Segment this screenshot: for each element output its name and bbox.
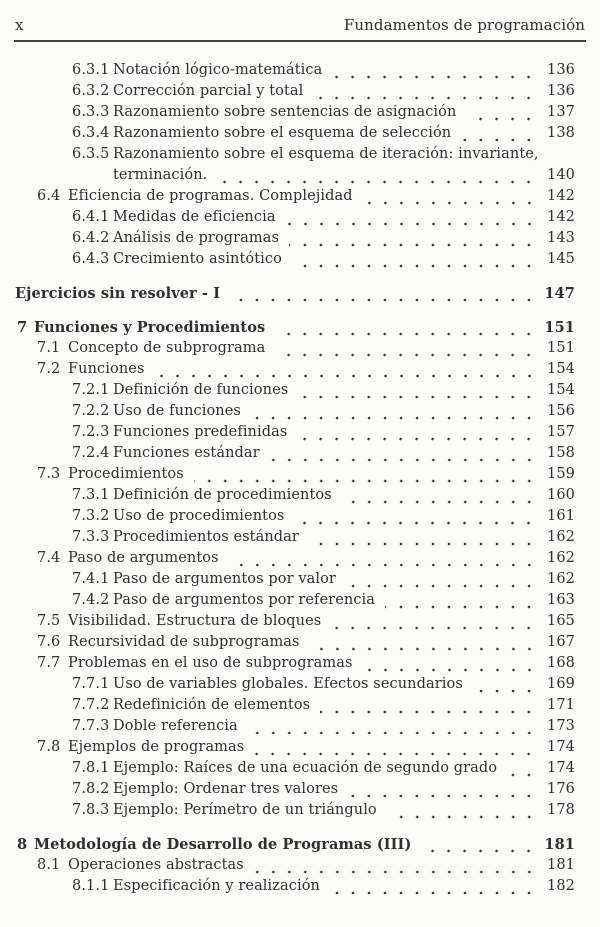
toc-entry [0, 592, 600, 613]
toc-entry [0, 104, 600, 125]
dot-leader [217, 180, 537, 184]
dot-leader [286, 222, 537, 226]
toc-entry-title: Ejemplo: Perímetro de un triángulo [113, 802, 377, 818]
dot-leader [251, 416, 537, 420]
toc-entry-title: Ejemplo: Ordenar tres valores [113, 781, 339, 797]
toc-entry-page: 171 [547, 697, 575, 713]
dot-leader [298, 395, 537, 399]
dot-leader [385, 605, 537, 609]
dot-leader [313, 96, 537, 100]
toc-entry-title: Funciones y Procedimientos [34, 319, 266, 336]
dot-leader [297, 437, 537, 441]
dot-leader [275, 332, 537, 336]
toc-entry-number: 7.7.3 [72, 718, 110, 734]
toc-entry-page: 161 [547, 508, 575, 524]
dot-leader [275, 353, 537, 357]
dot-leader [320, 710, 537, 714]
toc-entry-number: 7.8.2 [72, 781, 110, 797]
toc-entry-number: 7.7.1 [72, 676, 110, 692]
dot-leader [342, 500, 537, 504]
toc-entry-number: 7.3.2 [72, 508, 110, 524]
toc-entry-title: Paso de argumentos por referencia [113, 592, 376, 608]
toc-entry [0, 230, 600, 251]
toc-entry-page: 157 [547, 424, 575, 440]
running-header [15, 16, 585, 34]
toc-entry [0, 487, 600, 508]
toc-entry [0, 781, 600, 802]
toc-entry-number: 6.4.2 [72, 230, 110, 246]
dot-leader [363, 201, 537, 205]
toc-entry-number: 7.7.2 [72, 697, 110, 713]
toc-entry-title: Redefinición de elementos [113, 697, 311, 713]
toc-entry-number: 7.2.1 [72, 382, 110, 398]
toc-entry-number: 7.3.1 [72, 487, 110, 503]
toc-entry-page: 163 [547, 592, 575, 608]
toc-entry-number: 6.3.4 [72, 125, 110, 141]
toc-entry-page: 142 [547, 188, 575, 204]
toc-entry-number: 8.1.1 [72, 878, 110, 894]
dot-leader [289, 243, 537, 247]
toc-entry-page: 145 [547, 251, 575, 267]
toc-entry-page: 162 [547, 550, 575, 566]
toc-entry-title: Uso de variables globales. Efectos secundarios [113, 676, 463, 692]
toc-entry-title: Especificación y realización [113, 878, 320, 894]
toc-entry-number: 6.4 [37, 188, 61, 204]
toc-entry [0, 571, 600, 592]
toc-entry-number: 8 [17, 836, 28, 853]
dot-leader [310, 647, 537, 651]
toc-entry-title: Medidas de eficiencia [113, 209, 276, 225]
toc-entry-title: Ejemplos de programas [68, 739, 245, 755]
toc-entry [0, 529, 600, 550]
toc-entry-number: 7.2.4 [72, 445, 110, 461]
toc-entry-title: Razonamiento sobre sentencias de asignación [113, 104, 457, 120]
toc-entry-page: 174 [547, 760, 575, 776]
toc-entry [0, 550, 600, 571]
toc-entry [0, 361, 600, 382]
toc-entry [0, 508, 600, 529]
toc-entry-number: 7.2.2 [72, 403, 110, 419]
toc-entry-number: 7.4.2 [72, 592, 110, 608]
toc-entry-title: Funciones estándar [113, 445, 260, 461]
toc-entry-title: Uso de procedimientos [113, 508, 285, 524]
dot-leader [309, 542, 537, 546]
toc-entry-title: Concepto de subprograma [68, 340, 266, 356]
toc-entry-title: Doble referencia [113, 718, 238, 734]
toc-entry [0, 739, 600, 760]
toc-entry-page: 136 [547, 62, 575, 78]
toc-entry-page: 182 [547, 878, 575, 894]
toc-entry-page: 147 [544, 285, 575, 302]
toc-entry-page: 159 [547, 466, 575, 482]
dot-leader [331, 626, 537, 630]
toc-entry [0, 466, 600, 487]
dot-leader [292, 264, 537, 268]
toc-entry-number: 7.5 [37, 613, 61, 629]
toc-entry-page: 173 [547, 718, 575, 734]
toc-entry-number: 7.2.3 [72, 424, 110, 440]
toc-entry-page: 140 [547, 167, 575, 183]
toc-entry-page: 168 [547, 655, 575, 671]
toc-entry-page: 181 [544, 836, 575, 853]
toc-entry-title: Recursividad de subprogramas [68, 634, 300, 650]
dot-leader [348, 794, 537, 798]
toc-entry-number: 7.8.3 [72, 802, 110, 818]
toc-entry-page: 137 [547, 104, 575, 120]
dot-leader [294, 521, 537, 525]
toc-entry-number: 7 [17, 319, 28, 336]
dot-leader [387, 815, 537, 819]
toc-entry-number: 6.3.3 [72, 104, 110, 120]
toc-entry-number: 7.4 [37, 550, 61, 566]
toc-entry-title: Operaciones abstractas [68, 857, 244, 873]
toc-entry-title: Funciones [68, 361, 145, 377]
toc-entry-title: Ejemplo: Raíces de una ecuación de segundo grado [113, 760, 498, 776]
toc-entry-title: Procedimientos estándar [113, 529, 299, 545]
toc-entry-page: 165 [547, 613, 575, 629]
toc-entry-title: Razonamiento sobre el esquema de iteración: invariante, [113, 146, 539, 162]
folio-page-number: x [15, 16, 24, 34]
toc-entry-page: 156 [547, 403, 575, 419]
toc-entry [0, 445, 600, 466]
running-title: Fundamentos de programación [343, 16, 585, 34]
dot-leader [461, 138, 537, 142]
toc-entry [0, 340, 600, 361]
toc-entry-number: 6.4.3 [72, 251, 110, 267]
toc-entry-number: 7.1 [37, 340, 61, 356]
toc-entry-page: 158 [547, 445, 575, 461]
toc-entry [0, 285, 600, 306]
toc-entry-number: 7.3 [37, 466, 61, 482]
dot-leader [194, 479, 537, 483]
toc-entry [0, 760, 600, 781]
toc-entry-title: Uso de funciones [113, 403, 241, 419]
toc-entry-page: 138 [547, 125, 575, 141]
toc-entry-number: 6.3.5 [72, 146, 110, 162]
toc-entry [0, 188, 600, 209]
toc-entry [0, 146, 600, 167]
dot-leader [466, 117, 537, 121]
toc-entry-page: 162 [547, 571, 575, 587]
toc-entry-page: 136 [547, 83, 575, 99]
toc-entry [0, 634, 600, 655]
toc-entry-title: Análisis de programas [113, 230, 280, 246]
toc-entry-number: 8.1 [37, 857, 61, 873]
toc-entry [0, 613, 600, 634]
toc-entry-number: 7.4.1 [72, 571, 110, 587]
toc-entry-title: Funciones predefinidas [113, 424, 288, 440]
toc-entry-page: 167 [547, 634, 575, 650]
toc-entry [0, 62, 600, 83]
toc-entry-page: 151 [547, 340, 575, 356]
toc-entry-title: Crecimiento asintótico [113, 251, 282, 267]
toc-entry-page: 151 [544, 319, 575, 336]
toc-entry [0, 424, 600, 445]
toc-entry-number: 7.7 [37, 655, 61, 671]
toc-entry-title: Definición de procedimientos [113, 487, 332, 503]
toc-entry-page: 174 [547, 739, 575, 755]
toc-entry-page: 181 [547, 857, 575, 873]
toc-entry [0, 676, 600, 697]
toc-entry-page: 154 [547, 382, 575, 398]
toc-entry-title: Visibilidad. Estructura de bloques [68, 613, 322, 629]
toc-entry-page: 143 [547, 230, 575, 246]
dot-leader [270, 458, 537, 462]
toc-entry-page: 160 [547, 487, 575, 503]
toc-entry [0, 403, 600, 424]
toc-entry-title: terminación. [113, 167, 208, 183]
toc-entry [0, 836, 600, 857]
toc-entry-title: Definición de funciones [113, 382, 289, 398]
dot-leader [332, 75, 537, 79]
toc-entry-number: 6.4.1 [72, 209, 110, 225]
toc-entry [0, 718, 600, 739]
toc-entry [0, 125, 600, 146]
toc-entry [0, 857, 600, 878]
toc-entry-title: Problemas en el uso de subprogramas [68, 655, 353, 671]
toc-entry [0, 655, 600, 676]
toc-entry-number: 7.8 [37, 739, 61, 755]
toc-entry [0, 209, 600, 230]
toc-entry-title: Eficiencia de programas. Complejidad [68, 188, 353, 204]
toc-entry [0, 319, 600, 340]
toc-entry-title: Paso de argumentos [68, 550, 219, 566]
toc-entry-number: 7.3.3 [72, 529, 110, 545]
dot-leader [346, 584, 537, 588]
toc-entry-title: Notación lógico-matemática [113, 62, 323, 78]
toc-entry-number: 7.6 [37, 634, 61, 650]
toc-entry-title: Metodología de Desarrollo de Programas (III) [34, 836, 412, 853]
header-rule [14, 40, 586, 42]
toc-entry-page: 178 [547, 802, 575, 818]
dot-leader [421, 849, 537, 853]
toc-entry [0, 167, 600, 188]
toc-entry-page: 176 [547, 781, 575, 797]
dot-leader [229, 563, 537, 567]
dot-leader [363, 668, 537, 672]
toc-entry-title: Razonamiento sobre el esquema de selección [113, 125, 452, 141]
table-of-contents [0, 62, 600, 899]
toc-entry-page: 142 [547, 209, 575, 225]
toc-entry [0, 83, 600, 104]
toc-entry [0, 697, 600, 718]
dot-leader [254, 870, 537, 874]
toc-entry-number: 6.3.2 [72, 83, 110, 99]
toc-entry [0, 382, 600, 403]
dot-leader [330, 891, 537, 895]
toc-entry-number: 7.8.1 [72, 760, 110, 776]
dot-leader [473, 689, 537, 693]
dot-leader [507, 773, 537, 777]
toc-entry [0, 251, 600, 272]
toc-entry [0, 878, 600, 899]
toc-entry-title: Ejercicios sin resolver - I [15, 285, 221, 302]
dot-leader [155, 374, 538, 378]
toc-entry-page: 154 [547, 361, 575, 377]
dot-leader [248, 731, 537, 735]
toc-entry [0, 802, 600, 823]
toc-entry-page: 169 [547, 676, 575, 692]
toc-entry-title: Corrección parcial y total [113, 83, 304, 99]
dot-leader [230, 298, 537, 302]
dot-leader [254, 752, 537, 756]
toc-entry-title: Procedimientos [68, 466, 184, 482]
toc-entry-number: 7.2 [37, 361, 61, 377]
toc-entry-title: Paso de argumentos por valor [113, 571, 336, 587]
toc-entry-number: 6.3.1 [72, 62, 110, 78]
toc-entry-page: 162 [547, 529, 575, 545]
